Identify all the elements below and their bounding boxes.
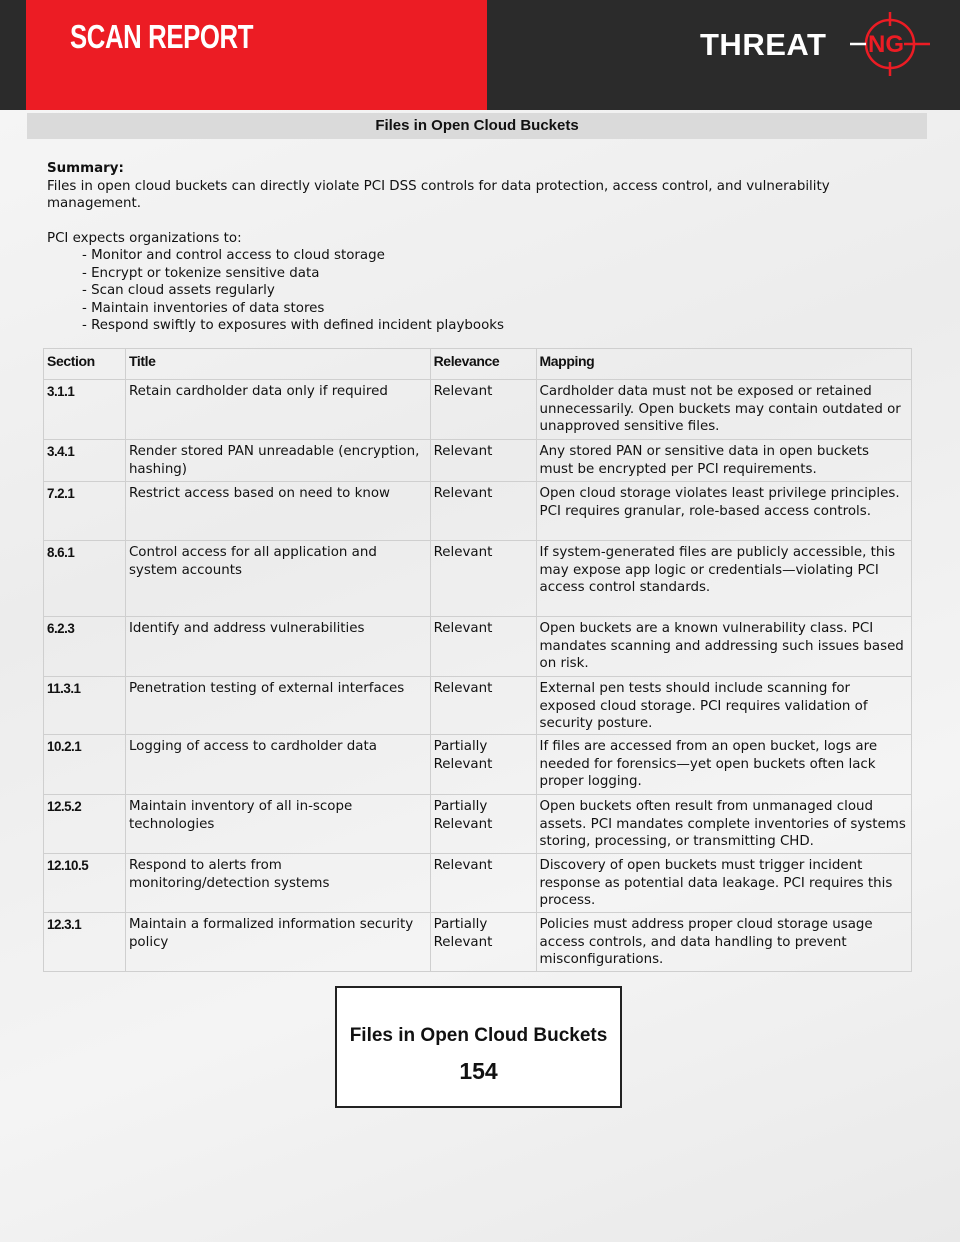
cell-relevance: Relevant xyxy=(430,617,536,677)
header-title-panel xyxy=(26,0,487,110)
pci-mapping-table xyxy=(43,348,912,972)
expectation-item: - Respond swiftly to exposures with defined incident playbooks xyxy=(82,318,504,333)
column-header-mapping: Mapping xyxy=(536,349,911,380)
cell-section: 6.2.3 xyxy=(44,617,126,677)
column-header-section: Section xyxy=(44,349,126,380)
cell-title: Maintain inventory of all in-scope technologies xyxy=(125,795,430,854)
cell-section: 8.6.1 xyxy=(44,541,126,617)
cell-title: Retain cardholder data only if required xyxy=(125,380,430,440)
files-count-label: Files in Open Cloud Buckets xyxy=(349,1025,608,1046)
cell-section: 10.2.1 xyxy=(44,735,126,795)
cell-title: Identify and address vulnerabilities xyxy=(125,617,430,677)
summary-block xyxy=(47,160,917,335)
cell-relevance: Partially Relevant xyxy=(430,735,536,795)
section-title-band xyxy=(27,113,927,139)
cell-title: Control access for all application and system accounts xyxy=(125,541,430,617)
cell-mapping: Any stored PAN or sensitive data in open buckets must be encrypted per PCI requirements. xyxy=(536,440,911,482)
cell-section: 7.2.1 xyxy=(44,482,126,541)
table-header-row xyxy=(44,349,912,380)
cell-title: Restrict access based on need to know xyxy=(125,482,430,541)
cell-relevance: Relevant xyxy=(430,482,536,541)
table-row xyxy=(44,795,912,854)
cell-section: 11.3.1 xyxy=(44,677,126,735)
summary-paragraph-line: Files in open cloud buckets can directly violate PCI DSS controls for data protection, access control, and vulnerability xyxy=(47,178,830,194)
cell-mapping: If files are accessed from an open bucket, logs are needed for forensics—yet open buckets often lack proper logging. xyxy=(536,735,911,795)
logo-suffix: NG xyxy=(868,31,904,58)
expectation-item: - Maintain inventories of data stores xyxy=(82,300,325,316)
cell-relevance: Partially Relevant xyxy=(430,913,536,972)
cell-section: 12.10.5 xyxy=(44,854,126,913)
cell-section: 3.1.1 xyxy=(44,380,126,440)
report-header xyxy=(0,0,960,110)
files-count-card xyxy=(335,986,622,1108)
expectations-list xyxy=(47,247,917,335)
column-header-title: Title xyxy=(125,349,430,380)
cell-title: Penetration testing of external interfaces xyxy=(125,677,430,735)
cell-mapping: Open buckets often result from unmanaged cloud assets. PCI mandates complete inventories of systems storing, processing, or transmitting CHD. xyxy=(536,795,911,854)
table-row xyxy=(44,541,912,617)
cell-mapping: External pen tests should include scanning for exposed cloud storage. PCI requires validation of security posture. xyxy=(536,677,911,735)
summary-label: Summary: xyxy=(47,161,124,176)
cell-relevance: Relevant xyxy=(430,677,536,735)
logo-wordmark: THREAT xyxy=(700,27,827,62)
table-row xyxy=(44,913,912,972)
column-header-relevance: Relevance xyxy=(430,349,536,380)
threatng-logo xyxy=(700,12,940,76)
cell-mapping: Discovery of open buckets must trigger incident response as potential data leakage. PCI requires this process. xyxy=(536,854,911,913)
table-row xyxy=(44,677,912,735)
cell-section: 12.3.1 xyxy=(44,913,126,972)
spacer xyxy=(47,213,917,230)
cell-title: Maintain a formalized information security policy xyxy=(125,913,430,972)
summary-paragraph-line: management. xyxy=(47,196,141,211)
cell-section: 3.4.1 xyxy=(44,440,126,482)
expectations-intro: PCI expects organizations to: xyxy=(47,230,242,246)
cell-relevance: Relevant xyxy=(430,440,536,482)
cell-relevance: Partially Relevant xyxy=(430,795,536,854)
cell-relevance: Relevant xyxy=(430,380,536,440)
table-row xyxy=(44,617,912,677)
report-title: SCAN REPORT xyxy=(70,18,254,55)
section-title: Files in Open Cloud Buckets xyxy=(375,117,579,134)
cell-title: Render stored PAN unreadable (encryption, hashing) xyxy=(125,440,430,482)
expectation-item: - Monitor and control access to cloud storage xyxy=(82,248,385,263)
expectation-item: - Scan cloud assets regularly xyxy=(82,283,275,298)
table-row xyxy=(44,735,912,795)
cell-relevance: Relevant xyxy=(430,541,536,617)
cell-mapping: Open buckets are a known vulnerability class. PCI mandates scanning and addressing such issues based on risk. xyxy=(536,617,911,677)
cell-title: Respond to alerts from monitoring/detection systems xyxy=(125,854,430,913)
expectation-item: - Encrypt or tokenize sensitive data xyxy=(82,265,320,281)
table-row xyxy=(44,440,912,482)
cell-section: 12.5.2 xyxy=(44,795,126,854)
cell-title: Logging of access to cardholder data xyxy=(125,735,430,795)
table-row xyxy=(44,854,912,913)
files-count-value: 154 xyxy=(459,1058,498,1084)
cell-mapping: Policies must address proper cloud storage usage access controls, and data handling to prevent misconfigurations. xyxy=(536,913,911,972)
table-row xyxy=(44,380,912,440)
cell-relevance: Relevant xyxy=(430,854,536,913)
cell-mapping: Open cloud storage violates least privilege principles. PCI requires granular, role-based access controls. xyxy=(536,482,911,541)
cell-mapping: If system-generated files are publicly accessible, this may expose app logic or credentials—violating PCI access control standards. xyxy=(536,541,911,617)
cell-mapping: Cardholder data must not be exposed or retained unnecessarily. Open buckets may contain outdated or unapproved sensitive files. xyxy=(536,380,911,440)
table-row xyxy=(44,482,912,541)
